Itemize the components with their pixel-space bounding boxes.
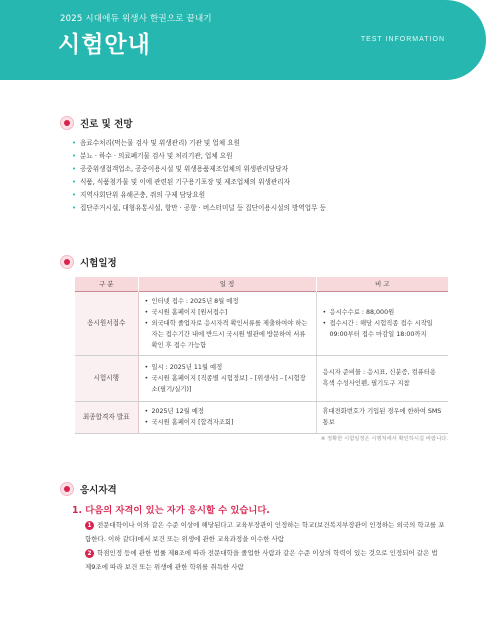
schedule-section-heading <box>60 255 117 269</box>
page-header <box>0 0 500 80</box>
list-item: • 식품, 식품첨가물 및 이에 관련된 기구용기포장 및 제조업체의 위생관리자 <box>72 176 472 189</box>
list-item: • 집단주거시설, 대형유통시설, 항만 · 공항 · 버스터미널 등 집단이용시설의 방역업무 등 <box>72 202 472 215</box>
eligibility-subtitle: 1. 다음의 자격이 있는 자가 응시할 수 있습니다. <box>72 505 270 516</box>
list-item: • 분뇨 · 하수 · 의료폐기물 검사 및 처리기관, 업체 요원 <box>72 150 472 163</box>
schedule-table <box>75 277 448 434</box>
schedule-item: • 인터넷 접수 : 2025년 8월 예정 <box>145 296 310 307</box>
column-header: 비 고 <box>316 277 448 291</box>
eligibility-item <box>85 546 445 574</box>
number-badge-icon: 1 <box>85 521 94 530</box>
bullet-circle-icon <box>60 255 74 269</box>
eligibility-text: 학점인정 등에 관한 법률 제8조에 따라 전문대학을 졸업한 사람과 같은 수준 이상의 학력이 있는 것으로 인정되어 같은 법 제9조에 따라 보건 또는 위생에 관한 학위를 취득한 사람 <box>85 549 438 571</box>
column-header: 일 정 <box>138 277 316 291</box>
row-notes <box>316 291 448 355</box>
schedule-item: • 국시원 홈페이지 [원서접수] <box>145 307 310 318</box>
table-row <box>75 355 448 401</box>
row-schedule <box>138 401 316 433</box>
table-row <box>75 401 448 433</box>
bullet-circle-icon <box>60 482 74 496</box>
eligibility-section-heading <box>60 482 117 496</box>
table-row <box>75 291 448 355</box>
career-list <box>72 137 472 216</box>
row-category: 최종합격자 발표 <box>75 401 138 433</box>
schedule-item: • 일시 : 2025년 11월 예정 <box>145 362 310 373</box>
number-badge-icon: 2 <box>85 549 94 558</box>
eligibility-heading: 응시자격 <box>80 485 117 496</box>
schedule-item: • 국시원 홈페이지 [직종별 시험정보] – [위생사] – [시험장소(필기/실기)] <box>145 373 310 395</box>
schedule-note: ※ 정확한 시험일정은 시행처에서 확인하시길 바랍니다. <box>320 436 448 442</box>
row-category: 시험시행 <box>75 355 138 401</box>
header-subtitle: 2025 시대에듀 위생사 한권으로 끝내기 <box>60 14 212 24</box>
header-section-label: TEST INFORMATION <box>360 36 445 43</box>
bullet-circle-icon <box>60 116 74 130</box>
career-heading: 진로 및 전망 <box>80 119 133 130</box>
eligibility-text: 전문대학이나 이와 같은 수준 이상에 해당된다고 교육부장관이 인정하는 학교(보건복지부장관이 인정하는 외국의 학교를 포함한다. 이하 같다)에서 보건 또는 위생에 관한 교육과정을 이수한 사람 <box>85 521 445 543</box>
list-item: • 음료수처리(먹는물 검사 및 위생관리) 기관 및 업체 요원 <box>72 137 472 150</box>
list-item: • 공중위생접객업소, 공중이용시설 및 위생용품제조업체의 위생관리담당자 <box>72 163 472 176</box>
row-category: 응시원서접수 <box>75 291 138 355</box>
schedule-item: • 외국대학 졸업자로 응시자격 확인서류를 제출하여야 하는 자는 접수기간 내에 반드시 국시원 별관에 방문하여 서류확인 후 접수 가능함 <box>145 318 310 351</box>
eligibility-item <box>85 518 445 546</box>
row-notes: 휴대전화번호가 기입된 경우에 한하여 SMS 통보 <box>316 401 448 433</box>
row-schedule <box>138 355 316 401</box>
row-notes: 응시자 준비물 : 응시표, 신분증, 컴퓨터용 흑색 수성사인펜, 필기도구 지참 <box>316 355 448 401</box>
schedule-item: • 2025년 12월 예정 <box>145 406 310 417</box>
schedule-heading: 시험일정 <box>80 258 117 269</box>
page-title: 시험안내 <box>58 32 151 58</box>
list-item: • 지역사회단위 유해곤충, 쥐의 구제 담당요원 <box>72 189 472 202</box>
note-item: • 접수시간 : 해당 시험직종 접수 시작일 09:00부터 접수 마감일 18:00까지 <box>323 318 443 340</box>
column-header: 구 분 <box>75 277 138 291</box>
row-schedule <box>138 291 316 355</box>
schedule-item: • 국시원 홈페이지 [합격자조회] <box>145 417 310 428</box>
note-item: • 응시수수료 : 88,000원 <box>323 307 443 318</box>
table-header-row <box>75 277 448 291</box>
career-section-heading <box>60 116 133 130</box>
